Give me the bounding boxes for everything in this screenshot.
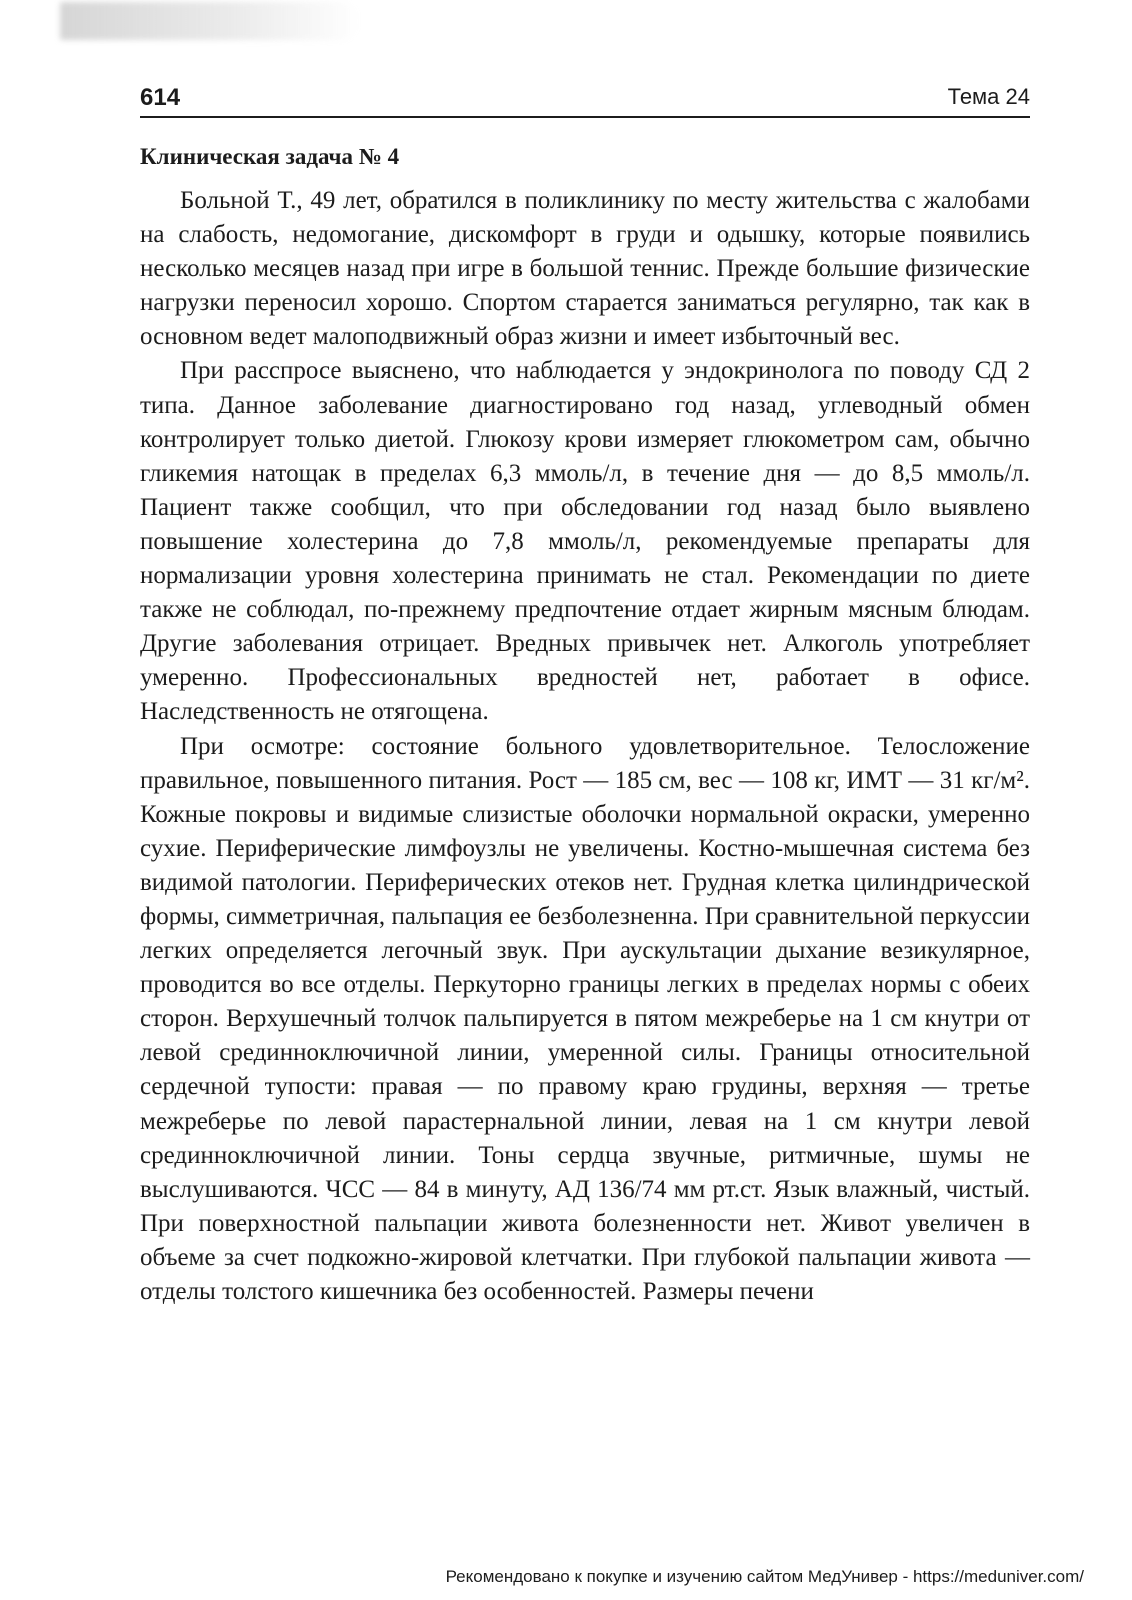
- scan-smudge: [60, 2, 360, 40]
- running-header: [140, 82, 1030, 118]
- page-body: [140, 140, 1030, 1309]
- page-number: 614: [140, 84, 181, 111]
- section-title: Тема 24: [947, 84, 1030, 109]
- task-heading: Клиническая задача № 4: [140, 144, 400, 169]
- paragraph-history: При расспросе выяснено, что наблюдается у эндокринолога по поводу СД 2 типа. Данное заболевание диагностировано год назад, углеводный обмен контролирует только диетой. Глюкозу крови измеряет глюкометром сам, обычно гликемия натощак в пределах 6,3 ммоль/л, в течение дня — до 8,5 ммоль/л. Пациент также сообщил, что при обследовании год назад было выявлено повышение холестерина до 7,8 ммоль/л, рекомендуемые препараты для нормализации уровня холестерина принимать не стал. Рекомендации по диете также не соблюдал, по-прежнему предпочтение отдает жирным мясным блюдам. Другие заболевания отрицает. Вредных привычек нет. Алкоголь употребляет умеренно. Профессиональных вредностей нет, работает в офисе. Наследственность не отягощена.: [140, 357, 1030, 726]
- paragraph-complaints: Больной Т., 49 лет, обратился в поликлинику по месту жительства с жалобами на слабость, недомогание, дискомфорт в груди и одышку, которые появились несколько месяцев назад при игре в большой теннис. Прежде большие физические нагрузки переносил хорошо. Спортом старается заниматься регулярно, так как в основном ведет малоподвижный образ жизни и имеет избыточный вес.: [140, 187, 1030, 351]
- footer-note: Рекомендовано к покупке и изучению сайтом МедУнивер - https://meduniver.com/: [445, 1567, 1084, 1586]
- paragraph-examination: При осмотре: состояние больного удовлетворительное. Телосложение правильное, повышенного питания. Рост — 185 см, вес — 108 кг, ИМТ — 31 кг/м². Кожные покровы и видимые слизистые оболочки нормальной окраски, умеренно сухие. Периферические лимфоузлы не увеличены. Костно-мышечная система без видимой патологии. Периферических отеков нет. Грудная клетка цилиндрической формы, симметричная, пальпация ее безболезненна. При сравнительной перкуссии легких определяется легочный звук. При аускультации дыхание везикулярное, проводится во все отделы. Перкуторно границы легких в пределах нормы с обеих сторон. Верхушечный толчок пальпируется в пятом межреберье на 1 см кнутри от левой срединноключичной линии, умеренной силы. Границы относительной сердечной тупости: правая — по правому краю грудины, верхняя — третье межреберье по левой парастернальной линии, левая на 1 см кнутри левой срединноключичной линии. Тоны сердца звучные, ритмичные, шумы не выслушиваются. ЧСС — 84 в минуту, АД 136/74 мм рт.ст. Язык влажный, чистый. При поверхностной пальпации живота болезненности нет. Живот увеличен в объеме за счет подкожно-жировой клетчатки. При глубокой пальпации живота — отделы толстого кишечника без особенностей. Размеры печени: [140, 732, 1030, 1305]
